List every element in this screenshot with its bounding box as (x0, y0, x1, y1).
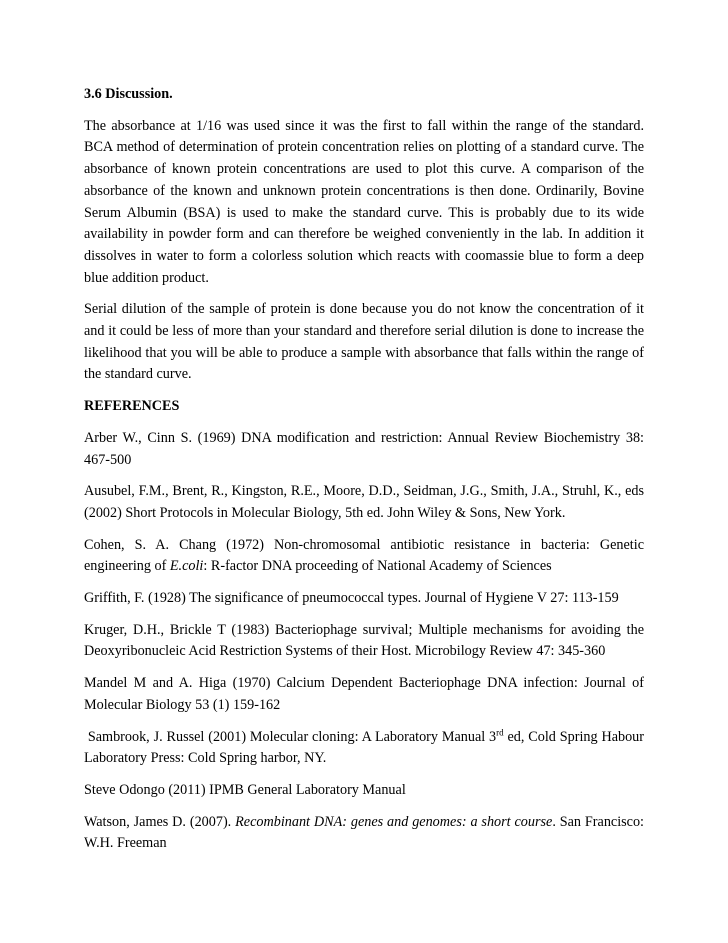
reference-watson-text-end: . San Francisco: W.H. Freeman (84, 813, 645, 852)
reference-cohen-text-end: : R-factor DNA proceeding of National Academy of Sciences (203, 558, 552, 575)
reference-cohen (84, 535, 644, 578)
discussion-paragraph-2: Serial dilution of the sample of protein is done because you do not know the concentration of it and it could be less of more than your standard and therefore serial dilution is done to increase the likelihood that you will be able to produce a sample with absorbance that falls within the range of the standard curve. (84, 301, 644, 383)
reference-sambrook-text-end: ed, Cold Spring Habour Laboratory Press: Cold Spring harbor, NY. (84, 728, 644, 767)
reference-watson-title: Recombinant DNA: genes and genomes: a short course (235, 813, 553, 830)
reference-kruger: Kruger, D.H., Brickle T (1983) Bacteriophage survival; Multiple mechanisms for avoiding the Deoxyribonucleic Acid Restriction Systems of their Host. Microbilogy Review 47: 345-360 (84, 621, 644, 660)
reference-mandel: Mandel M and A. Higa (1970) Calcium Dependent Bacteriophage DNA infection: Journal of Molecular Biology 53 (1) 159-162 (84, 675, 644, 713)
reference-cohen-text: Cohen, S. A. Chang (1972) Non-chromosomal antibiotic resistance in bacteria: Genetic engineering of (84, 536, 644, 575)
reference-sambrook (84, 727, 644, 770)
reference-ausubel: Ausubel, F.M., Brent, R., Kingston, R.E., Moore, D.D., Seidman, J.G., Smith, J.A., Struhl, K., eds (2002) Short Protocols in Molecular Biology, 5th ed. John Wiley & Sons, New York. (84, 483, 644, 521)
reference-odongo: Steve Odongo (2011) IPMB General Laboratory Manual (84, 781, 406, 798)
reference-sambrook-text: Sambrook, J. Russel (2001) Molecular cloning: A Laboratory Manual 3 (84, 728, 497, 745)
references-heading: REFERENCES (84, 398, 180, 415)
reference-watson (84, 812, 644, 855)
reference-sambrook-superscript: rd (496, 726, 504, 737)
reference-griffith: Griffith, F. (1928) The significance of pneumococcal types. Journal of Hygiene V 27: 113-159 (84, 590, 619, 607)
reference-arber: Arber W., Cinn S. (1969) DNA modification and restriction: Annual Review Biochemistry 38: 467-500 (84, 429, 644, 468)
discussion-paragraph-1: The absorbance at 1/16 was used since it was the first to fall within the range of the standard. BCA method of determination of protein concentration relies on plotting of a standard curve. The absorbance of known protein concentrations are used to plot this curve. A comparison of the absorbance of the known and unknown protein concentrations is then done. Ordinarily, Bovine Serum Albumin (BSA) is used to make the standard curve. This is probably due to its wide availability in powder form and can therefore be weighed conveniently in the lab. In addition it dissolves in water to form a colorless solution which reacts with coomassie blue to form a deep blue addition product. (84, 117, 644, 286)
section-heading: 3.6 Discussion. (84, 86, 173, 102)
reference-cohen-organism: E.coli (169, 558, 204, 575)
document-page (84, 84, 644, 865)
reference-watson-text: Watson, James D. (2007). (84, 813, 236, 830)
